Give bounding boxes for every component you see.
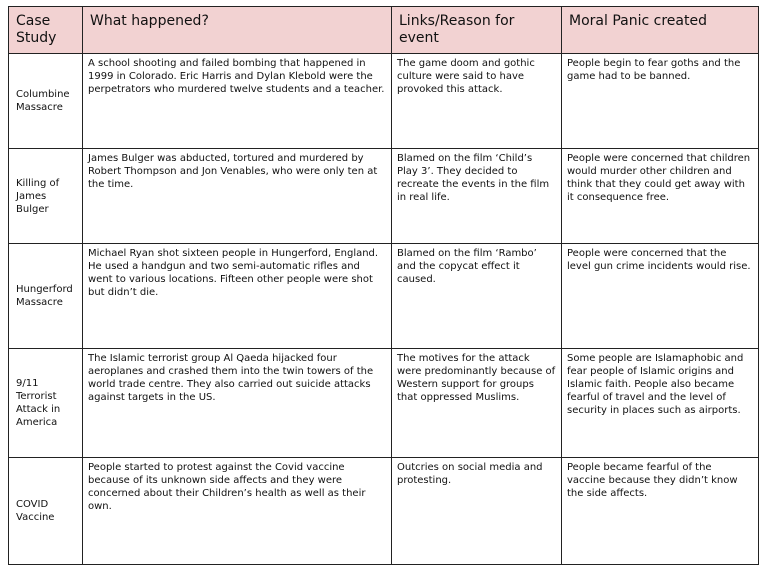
table-row [9,349,759,458]
header-row [9,7,759,54]
table-row [9,458,759,565]
links-reason-cell: Blamed on the film ‘Child’s Play 3’. They decided to recreate the events in the film in real life. [392,149,562,244]
links-reason-cell: Blamed on the film ‘Rambo’ and the copycat effect it caused. [392,244,562,349]
case-study-cell: Killing of James Bulger [9,149,83,244]
moral-panic-cell: People were concerned that children would murder other children and think that they could get away with it consequence free. [562,149,759,244]
case-study-cell: 9/11 Terrorist Attack in America [9,349,83,458]
case-study-cell: Hungerford Massacre [9,244,83,349]
links-reason-cell: The game doom and gothic culture were said to have provoked this attack. [392,54,562,149]
links-reason-cell: The motives for the attack were predominantly because of Western support for groups that oppressed Muslims. [392,349,562,458]
table-row [9,244,759,349]
what-happened-cell: The Islamic terrorist group Al Qaeda hijacked four aeroplanes and crashed them into the twin towers of the world trade centre. They also carried out suicide attacks against targets in the US. [83,349,392,458]
moral-panic-cell: Some people are Islamaphobic and fear people of Islamic origins and Islamic faith. People also became fearful of travel and the level of security in places such as airports. [562,349,759,458]
case-study-cell: Columbine Massacre [9,54,83,149]
moral-panic-cell: People were concerned that the level gun crime incidents would rise. [562,244,759,349]
header-what-happened: What happened? [83,7,392,54]
what-happened-cell: James Bulger was abducted, tortured and murdered by Robert Thompson and Jon Venables, who were only ten at the time. [83,149,392,244]
what-happened-cell: Michael Ryan shot sixteen people in Hungerford, England. He used a handgun and two semi-automatic rifles and went to various locations. Fifteen other people were shot but didn’t die. [83,244,392,349]
table-row [9,149,759,244]
case-study-table [8,6,759,565]
table-row [9,54,759,149]
moral-panic-cell: People begin to fear goths and the game had to be banned. [562,54,759,149]
header-case-study: Case Study [9,7,83,54]
header-moral-panic: Moral Panic created [562,7,759,54]
links-reason-cell: Outcries on social media and protesting. [392,458,562,565]
header-links-reason: Links/Reason for event [392,7,562,54]
moral-panic-cell: People became fearful of the vaccine because they didn’t know the side affects. [562,458,759,565]
what-happened-cell: A school shooting and failed bombing that happened in 1999 in Colorado. Eric Harris and Dylan Klebold were the perpetrators who murdered twelve students and a teacher. [83,54,392,149]
what-happened-cell: People started to protest against the Covid vaccine because of its unknown side affects and they were concerned about their Children’s health as well as their own. [83,458,392,565]
case-study-cell: COVID Vaccine [9,458,83,565]
